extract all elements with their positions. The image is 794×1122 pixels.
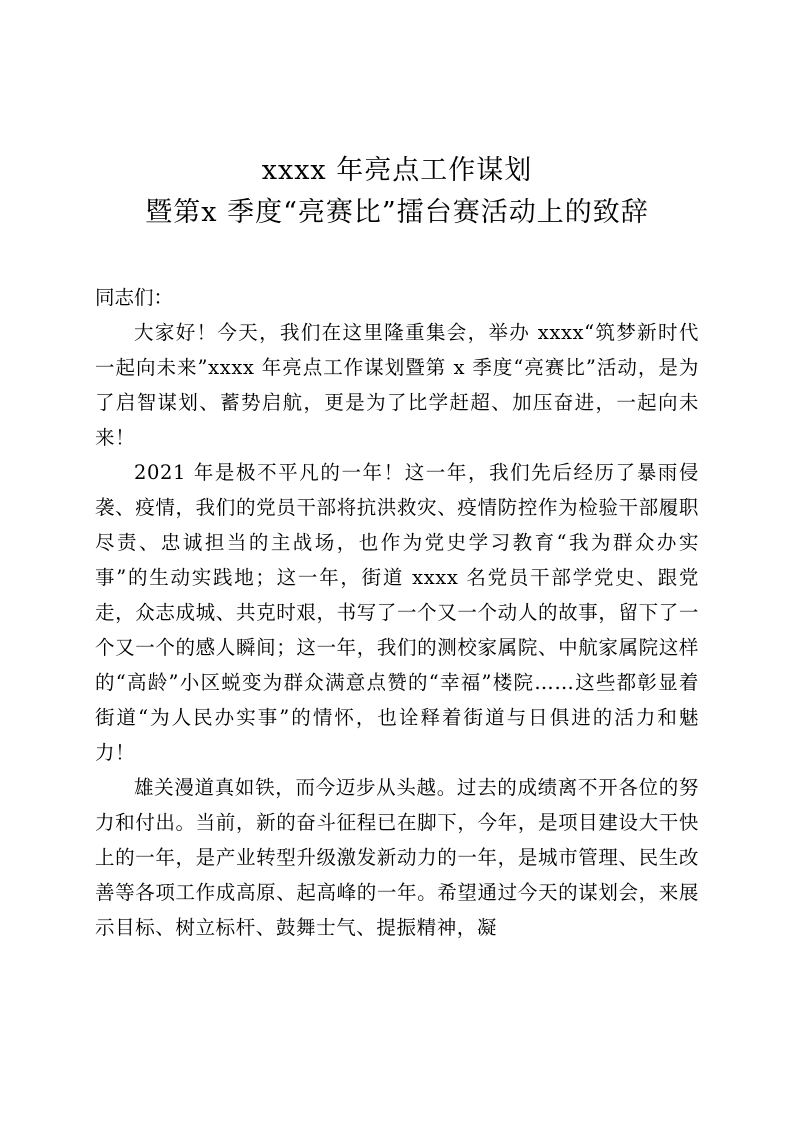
salutation: 同志们： [95,286,174,309]
paragraph-2: 2021 年是极不平凡的一年！这一年，我们先后经历了暴雨侵袭、疫情，我们的党员干部将抗洪救灾、疫情防控作为检验干部履职尽责、忠诚担当的主战场，也作为党史学习教育“我为群众办实事”的生动实践地；这一年，街道 xxxx 名党员干部学党史、跟党走，众志成城、共克时艰，书写了一个又一个动人的故事，留下了一个又一个的感人瞬间；这一年，我们的测校家属院、中航家属院这样的“高龄”小区蜕变为群众满意点赞的“幸福”楼院……这些都彰显着街道“为人民办实事”的情怀，也诠释着街道与日俱进的活力和魅力！ [95,461,699,764]
title-line-2: 暨第x 季度“亮赛比”擂台赛活动上的致辞 [145,197,649,228]
document-title [0,150,794,234]
paragraph-3: 雄关漫道真如铁，而今迈步从头越。过去的成绩离不开各位的努力和付出。当前，新的奋斗征程已在脚下，今年，是项目建设大干快上的一年，是产业转型升级激发新动力的一年，是城市管理、民生改善等各项工作成高原、起高峰的一年。希望通过今天的谋划会，来展示目标、树立标杆、鼓舞士气、提振精神，凝 [95,776,699,939]
document-body [95,280,720,945]
paragraph-1: 大家好！今天，我们在这里隆重集会，举办 xxxx“筑梦新时代 一起向未来”xxxx 年亮点工作谋划暨第 x 季度“亮赛比”活动，是为了启智谋划、蓄势启航，更是为了比学赶超、加压奋进，一起向未来！ [95,321,720,449]
title-line-1: xxxx 年亮点工作谋划 [261,155,533,186]
